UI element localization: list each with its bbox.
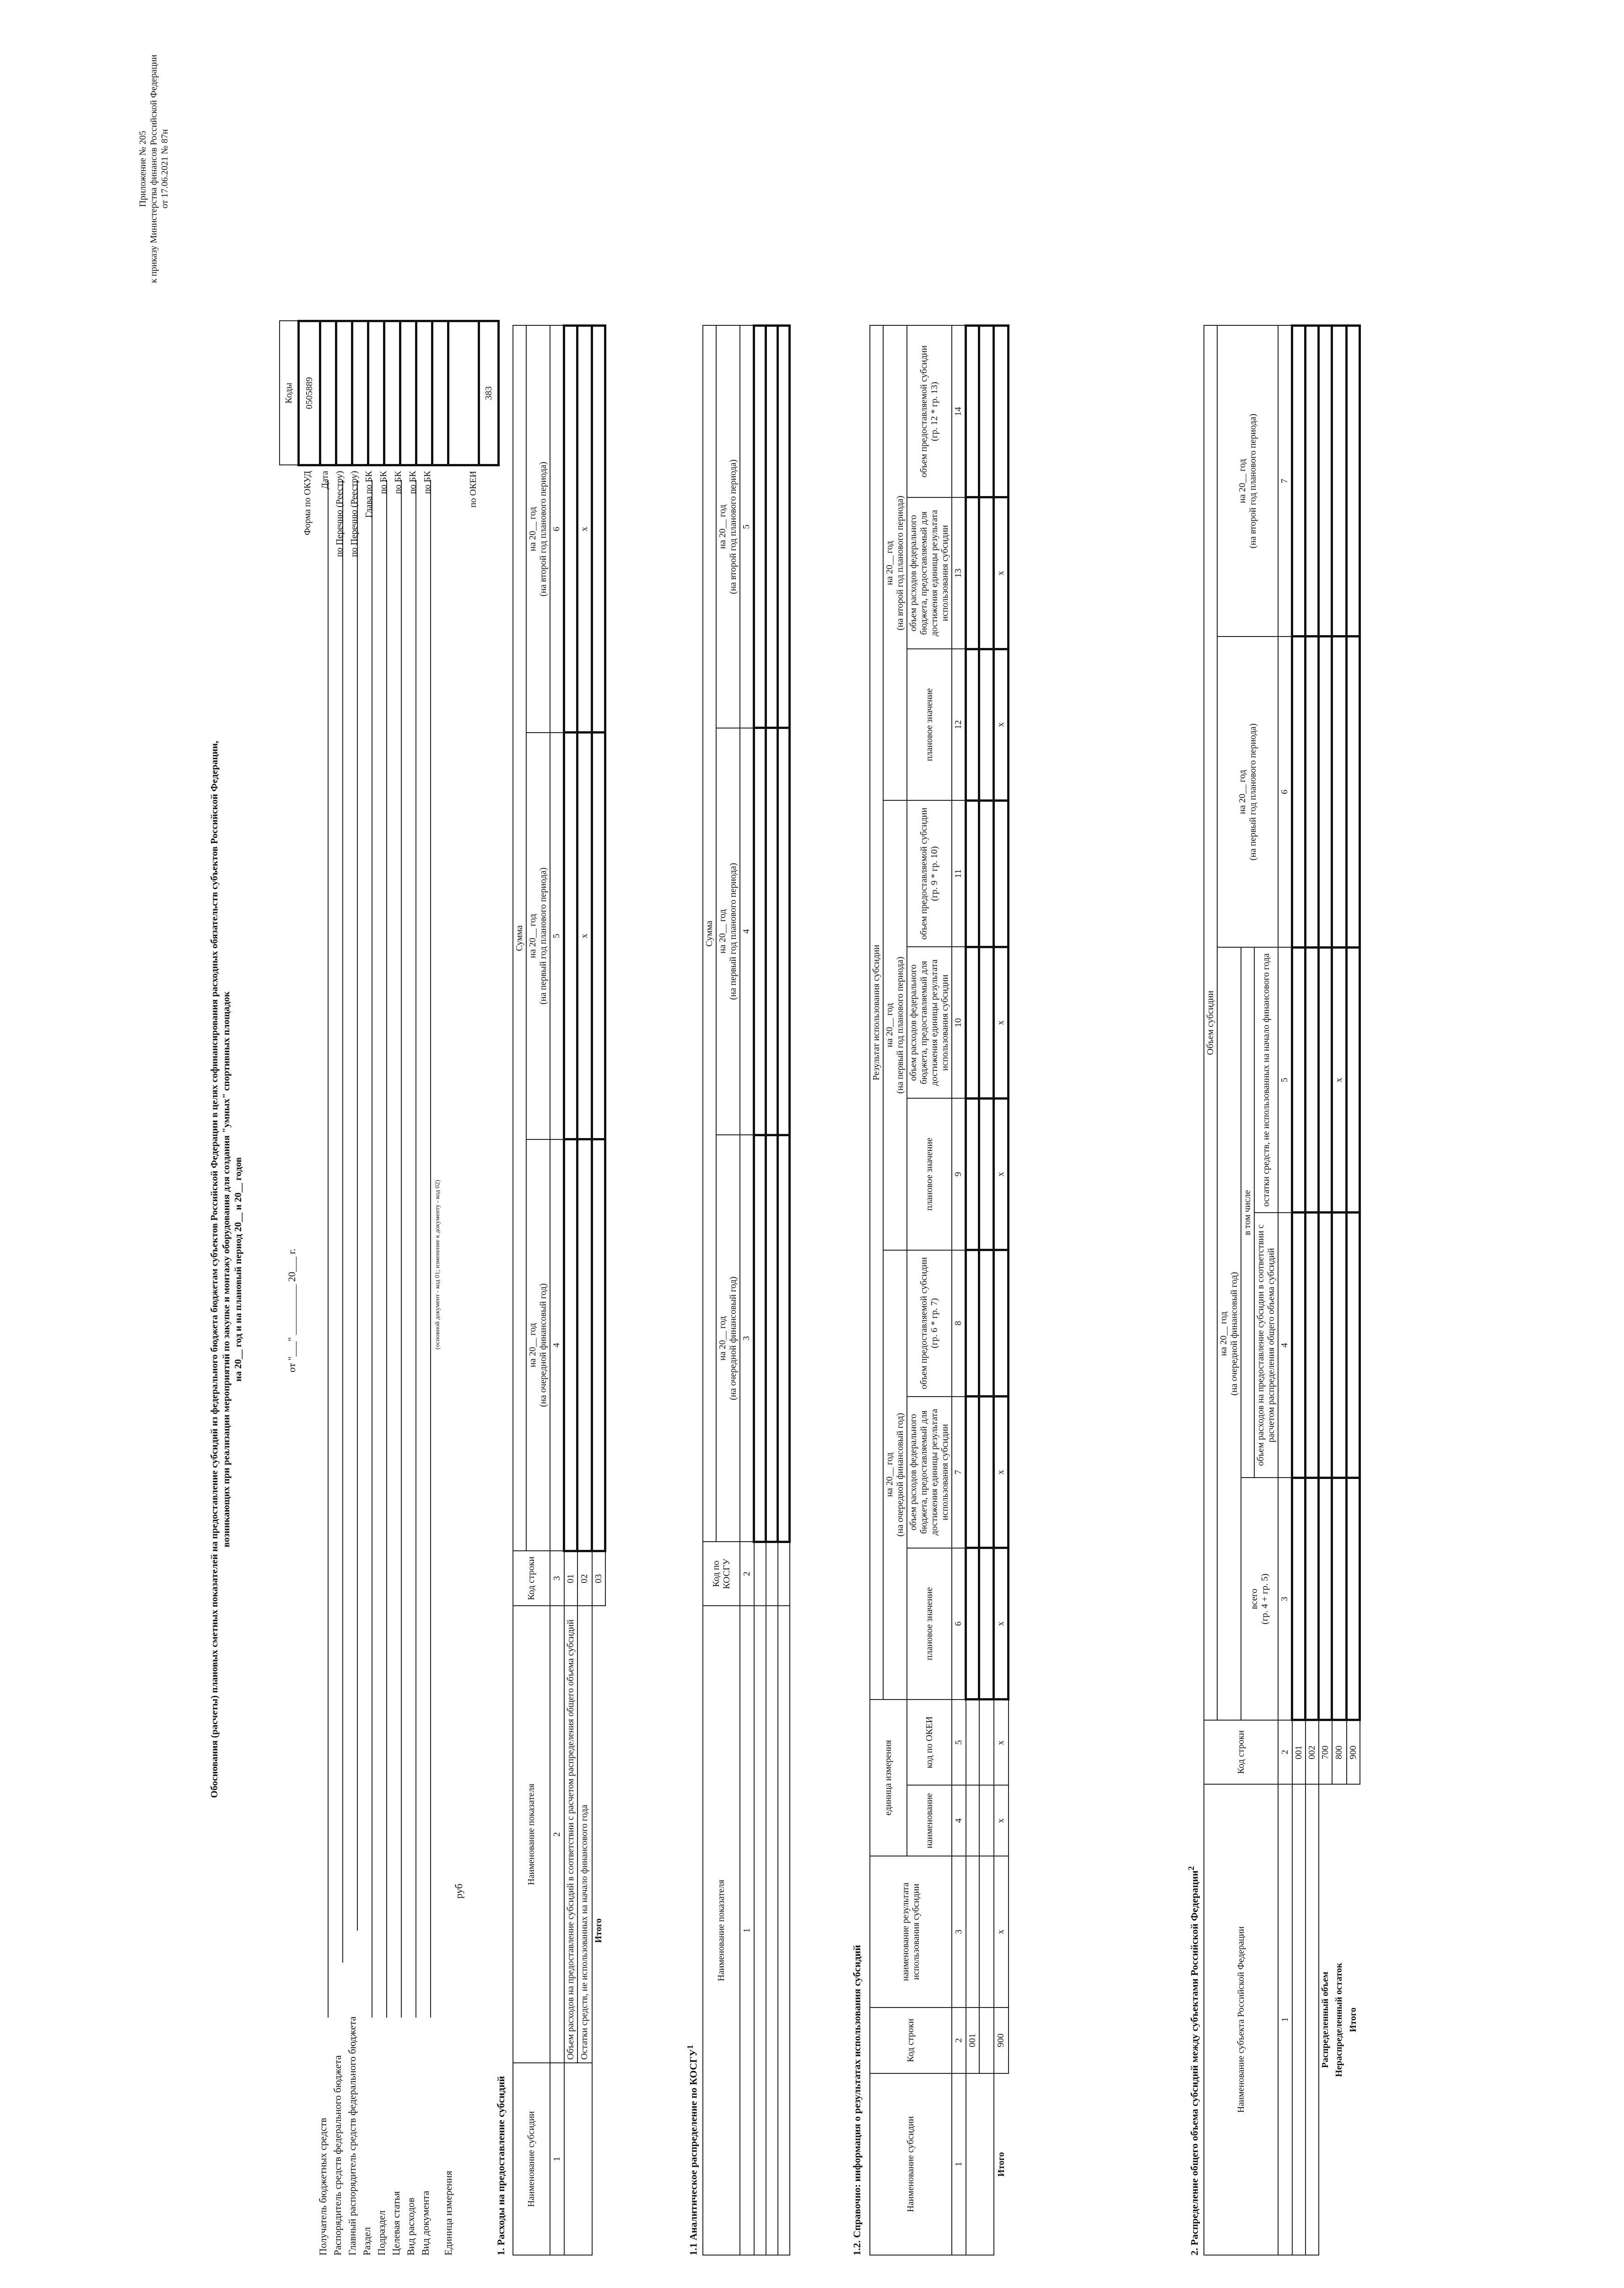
s2-row-distributed-c6 bbox=[1319, 637, 1332, 947]
s12-total-code: 900 bbox=[994, 2007, 1009, 2073]
s12-h-provided-3-formula: (гр. 12 * гр. 13) bbox=[929, 382, 939, 442]
section12-table bbox=[869, 324, 1009, 2256]
s12-h-year3-label: на 20__ год bbox=[885, 540, 895, 585]
s2-h-year3-label: на 20__ год bbox=[1237, 459, 1247, 503]
s12-h-year1-label: на 20__ год bbox=[885, 1452, 895, 1497]
section1-title: 1. Расходы на предоставление субсидий bbox=[495, 2076, 507, 2256]
section11-table bbox=[702, 324, 791, 2256]
section12-title: 1.2. Справочно: информация о результатах использования субсидий bbox=[851, 1945, 863, 2256]
s11-row-3-label bbox=[778, 1606, 790, 2255]
code-bk-2 bbox=[400, 321, 416, 465]
s2-row-2-c6 bbox=[1306, 637, 1319, 947]
s2-h-year1-sub: (на очередной финансовый год) bbox=[1229, 1272, 1239, 1396]
s12-h-year1 bbox=[883, 1250, 907, 1700]
codes-label-blank bbox=[435, 471, 464, 604]
s1-total-y1 bbox=[592, 1139, 605, 1551]
field-line-subsection bbox=[386, 480, 387, 2018]
s12-row-1-c13 bbox=[966, 497, 979, 649]
s12-total-c9: x bbox=[994, 1098, 1009, 1250]
s12-row-1-c3 bbox=[966, 1856, 979, 2007]
s12-row-1-code: 001 bbox=[966, 2007, 979, 2073]
s2-h-year2 bbox=[1217, 637, 1278, 947]
field-line-recipient bbox=[328, 480, 329, 2018]
s12-total-c7: x bbox=[994, 1397, 1009, 1548]
s11-h-year3 bbox=[716, 326, 740, 728]
codes-label-bk-4: по БК bbox=[422, 471, 432, 494]
s11-colnum-4: 4 bbox=[740, 728, 754, 1135]
code-blank bbox=[448, 321, 479, 465]
s2-row-1-c6 bbox=[1292, 637, 1306, 947]
s11-h-indicator: Наименование показателя bbox=[703, 1606, 740, 2255]
s11-row-1-y3 bbox=[754, 326, 766, 728]
s12-h-year2-label: на 20__ год bbox=[885, 1003, 895, 1047]
s12-h-per-unit-1: объем расходов федерального бюджета, предоставляемый для достижения единицы результата использования субсидии bbox=[907, 1397, 952, 1548]
s2-h-year3 bbox=[1217, 326, 1278, 637]
s2-h-year1-label: на 20__ год bbox=[1219, 1311, 1229, 1356]
codes-label-registry-2: по Перечню (Реестру) bbox=[349, 471, 359, 557]
s2-row-2-c4 bbox=[1306, 1213, 1319, 1478]
s2-colnum-5: 5 bbox=[1278, 947, 1292, 1213]
s2-total-c3 bbox=[1347, 1478, 1360, 1720]
s12-colnum-4: 4 bbox=[952, 1786, 966, 1856]
s12-h-provided-3 bbox=[907, 326, 952, 497]
s12-row-2-c4 bbox=[979, 1786, 994, 1856]
field-label-subsection: Подраздел bbox=[376, 2210, 387, 2256]
appendix-block bbox=[137, 32, 170, 306]
s11-row-3-code bbox=[778, 1542, 790, 1606]
field-label-distributor: Распорядитель средств федерального бюджета bbox=[332, 2055, 343, 2256]
s12-row-2-c9 bbox=[979, 1098, 994, 1250]
s1-row-balance-code: 02 bbox=[577, 1551, 592, 1606]
codes-label-bk-3: по БК bbox=[408, 471, 418, 494]
s2-h-c5: остатки средств, не использованных на начало финансового года bbox=[1254, 947, 1278, 1213]
s12-colnum-6: 6 bbox=[952, 1548, 966, 1700]
s12-colnum-11: 11 bbox=[952, 800, 966, 947]
s11-h-year1-sub: (на очередной финансовый год) bbox=[728, 1276, 738, 1400]
codes-label-okei: по ОКЕИ bbox=[468, 471, 478, 508]
s1-row-expense-y2 bbox=[564, 733, 577, 1139]
s1-row-balance-label: Остатки средств, не использованных на начало финансового года bbox=[577, 1606, 592, 2063]
s12-total-label: Итого bbox=[996, 2152, 1006, 2177]
field-label-recipient: Получатель бюджетных средств bbox=[317, 2118, 329, 2256]
code-okud: 0505889 bbox=[299, 321, 320, 465]
document-date: от "___" __________ 20___ г. bbox=[286, 1248, 297, 1372]
s12-row-2-c6 bbox=[979, 1548, 994, 1700]
s11-row-1-label bbox=[754, 1606, 766, 2255]
s12-row-1-c5 bbox=[966, 1700, 979, 1786]
s2-h-total bbox=[1241, 1478, 1278, 1720]
s12-h-per-unit-3: объем расходов федерального бюджета, предоставляемый для достижения единицы результата использования субсидии bbox=[907, 497, 952, 649]
s11-colnum-3: 3 bbox=[740, 1135, 754, 1542]
s11-h-year3-sub: (на второй год планового периода) bbox=[728, 459, 738, 594]
s2-row-undistributed-c4 bbox=[1332, 1213, 1347, 1478]
s1-h-year1 bbox=[526, 1139, 550, 1551]
s11-row-2-code bbox=[766, 1542, 778, 1606]
s12-colnum-3: 3 bbox=[952, 1856, 966, 2007]
s11-h-code: Код по КОСГУ bbox=[703, 1542, 740, 1606]
code-okei: 383 bbox=[479, 321, 499, 465]
s1-colnum-2: 2 bbox=[550, 1606, 564, 2063]
s12-colnum-13: 13 bbox=[952, 497, 966, 649]
s12-row-2-c11 bbox=[979, 800, 994, 947]
s12-row-1-c10 bbox=[966, 947, 979, 1098]
s12-h-provided-1-formula: (гр. 6 * гр. 7) bbox=[929, 1298, 939, 1349]
section11-title-text: 1.1 Аналитическое распределение по КОСГУ bbox=[687, 2049, 699, 2256]
s12-colnum-10: 10 bbox=[952, 947, 966, 1098]
code-bk-4 bbox=[432, 321, 448, 465]
s1-total-y2 bbox=[592, 733, 605, 1139]
codes-labels bbox=[297, 471, 482, 604]
s1-h-code: Код строки bbox=[513, 1551, 550, 1606]
s12-row-1-c6 bbox=[966, 1548, 979, 1700]
s12-h-per-unit-2: объем расходов федерального бюджета, предоставляемый для достижения единицы результата использования субсидии bbox=[907, 947, 952, 1098]
s12-h-year1-sub: (на очередной финансовый год) bbox=[895, 1413, 905, 1537]
s11-h-year1 bbox=[716, 1135, 740, 1542]
s12-colnum-7: 7 bbox=[952, 1397, 966, 1548]
header-fields bbox=[316, 1798, 456, 2256]
code-chapter-bk bbox=[368, 321, 384, 465]
s1-colnum-6: 6 bbox=[550, 326, 564, 733]
code-bk-1 bbox=[384, 321, 400, 465]
s1-total-code: 03 bbox=[592, 1551, 605, 1606]
field-label-document-type: Вид документа bbox=[420, 2191, 431, 2256]
s12-total-c5: x bbox=[994, 1700, 1009, 1786]
codes-label-bk-2: по БК bbox=[393, 471, 403, 494]
s1-h-year3-label: на 20__ год bbox=[528, 507, 538, 551]
s2-row-2-code: 002 bbox=[1306, 1720, 1319, 1784]
s12-h-provided-2-formula: (гр. 9 * гр. 10) bbox=[929, 846, 939, 901]
appendix-line-3: от 17.06.2021 № 87н bbox=[160, 129, 170, 209]
s11-colnum-1: 1 bbox=[740, 1606, 754, 2255]
field-line-chief-distributor bbox=[357, 480, 358, 1931]
codes-label-chapter-bk: Глава по БК bbox=[364, 471, 374, 518]
s1-h-year1-sub: (на очередной финансовый год) bbox=[538, 1283, 548, 1407]
appendix-line-1: Приложение № 205 bbox=[138, 130, 148, 207]
s12-h-okei: код по ОКЕИ bbox=[907, 1700, 952, 1786]
s12-row-1-c8 bbox=[966, 1250, 979, 1397]
s11-h-year2 bbox=[716, 728, 740, 1135]
s12-h-plan-2: плановое значение bbox=[907, 1098, 952, 1250]
s11-row-3-y3 bbox=[778, 326, 790, 728]
s12-h-year3-sub: (на второй год планового периода) bbox=[895, 496, 905, 631]
s2-row-1-subject bbox=[1292, 1784, 1306, 2255]
s11-row-2-label bbox=[766, 1606, 778, 2255]
s2-row-2-c7 bbox=[1306, 326, 1319, 637]
s2-colnum-2: 2 bbox=[1278, 1720, 1292, 1784]
s2-colnum-6: 6 bbox=[1278, 637, 1292, 947]
s12-h-plan-3: плановое значение bbox=[907, 649, 952, 800]
codes-label-okud: Форма по ОКУД bbox=[302, 471, 313, 535]
code-date bbox=[320, 321, 336, 465]
s12-h-unit-name: наименование bbox=[907, 1786, 952, 1856]
codes-header: Коды bbox=[280, 321, 299, 465]
s2-colnum-4: 4 bbox=[1278, 1213, 1292, 1478]
codes-label-bk-1: по БК bbox=[378, 471, 388, 494]
appendix-line-2: к приказу Министерства финансов Российской Федерации bbox=[149, 54, 159, 283]
codes-label-registry-1: по Перечню (Реестру) bbox=[335, 471, 345, 557]
s12-row-2-c8 bbox=[979, 1250, 994, 1397]
s12-row-1-name bbox=[966, 2073, 994, 2255]
s12-total-c10: x bbox=[994, 947, 1009, 1098]
s12-row-1-c14 bbox=[966, 326, 979, 497]
s12-h-provided-3-label: объем предоставляемой субсидии bbox=[919, 345, 929, 478]
s2-row-distributed-c7 bbox=[1319, 326, 1332, 637]
s1-h-indicator: Наименование показателя bbox=[513, 1606, 550, 2063]
codes-table bbox=[279, 320, 500, 466]
s2-total-c6 bbox=[1347, 637, 1360, 947]
s12-row-1-c9 bbox=[966, 1098, 979, 1250]
s2-row-2-c5 bbox=[1306, 947, 1319, 1213]
s1-row-balance-y2: x bbox=[577, 733, 592, 1139]
s2-row-distributed-c5 bbox=[1319, 947, 1332, 1213]
s2-row-1-c5 bbox=[1292, 947, 1306, 1213]
section2-table bbox=[1203, 324, 1361, 2256]
s1-colnum-5: 5 bbox=[550, 733, 564, 1139]
s11-h-year1-label: на 20__ год bbox=[718, 1316, 728, 1361]
s11-row-2-y2 bbox=[766, 728, 778, 1135]
s1-colnum-3: 3 bbox=[550, 1551, 564, 1606]
s12-h-year2-sub: (на первый год планового периода) bbox=[895, 956, 905, 1094]
s2-row-undistributed-c5: x bbox=[1332, 947, 1347, 1213]
field-line-document-type bbox=[430, 480, 431, 2018]
s1-h-year2-sub: (на первый год планового периода) bbox=[538, 867, 548, 1005]
s12-h-year3 bbox=[883, 326, 907, 801]
s1-row-balance-y1 bbox=[577, 1139, 592, 1551]
s1-row-expense-y1 bbox=[564, 1139, 577, 1551]
s12-total-c11 bbox=[994, 800, 1009, 947]
s2-h-code: Код строки bbox=[1204, 1720, 1278, 1784]
title-line-3: на 20__ год и на плановый период 20__ и 20__ годов bbox=[232, 1157, 243, 1382]
s12-colnum-14: 14 bbox=[952, 326, 966, 497]
s2-row-2-subject bbox=[1306, 1784, 1319, 2255]
s12-total-c13: x bbox=[994, 497, 1009, 649]
s12-h-result: Результат использования субсидии bbox=[870, 326, 883, 1700]
s1-row-balance-y3: x bbox=[577, 326, 592, 733]
s11-row-2-y1 bbox=[766, 1135, 778, 1542]
s2-row-undistributed-code: 800 bbox=[1332, 1720, 1347, 1784]
s2-row-1-c4 bbox=[1292, 1213, 1306, 1478]
s2-colnum-3: 3 bbox=[1278, 1478, 1292, 1720]
s11-row-1-y2 bbox=[754, 728, 766, 1135]
s12-row-1-c12 bbox=[966, 649, 979, 800]
s2-row-1-c7 bbox=[1292, 326, 1306, 637]
s11-colnum-5: 5 bbox=[740, 326, 754, 728]
s2-row-distributed-c3 bbox=[1319, 1478, 1332, 1720]
s12-total-c8 bbox=[994, 1250, 1009, 1397]
s12-h-code: Код строки bbox=[870, 2007, 952, 2073]
s2-h-year1 bbox=[1217, 947, 1241, 1720]
s12-row-2-c10 bbox=[979, 947, 994, 1098]
section1-table bbox=[513, 324, 606, 2256]
s11-row-2-y3 bbox=[766, 326, 778, 728]
section2-title-text: 2. Распределение общего объема субсидий между субъектами Российской Федерации bbox=[1188, 1870, 1200, 2256]
s2-total-c7 bbox=[1347, 326, 1360, 637]
s11-row-3-y2 bbox=[778, 728, 790, 1135]
s2-row-undistributed-c3 bbox=[1332, 1478, 1347, 1720]
s1-h-year1-label: на 20__ год bbox=[528, 1323, 538, 1368]
s1-row-expense-code: 01 bbox=[564, 1551, 577, 1606]
s2-total-c4 bbox=[1347, 1213, 1360, 1478]
s12-total-c6: x bbox=[994, 1548, 1009, 1700]
s12-h-year2 bbox=[883, 800, 907, 1250]
s12-h-provided-1 bbox=[907, 1250, 952, 1397]
s2-h-including: в том числе bbox=[1241, 947, 1254, 1478]
document-type-note: (основной документ - код 01; изменение к документу - код 02) bbox=[434, 1180, 441, 1349]
s12-colnum-12: 12 bbox=[952, 649, 966, 800]
s2-total-c5 bbox=[1347, 947, 1360, 1213]
s12-h-provided-1-label: объем предоставляемой субсидии bbox=[919, 1257, 929, 1389]
s2-h-year2-label: на 20__ год bbox=[1237, 770, 1247, 815]
s11-h-year2-sub: (на первый год планового периода) bbox=[728, 863, 738, 1000]
field-label-unit: Единица измерения bbox=[442, 2170, 454, 2256]
s12-h-provided-2-label: объем предоставляемой субсидии bbox=[919, 807, 929, 940]
section11-footnote-mark: 1 bbox=[685, 2045, 695, 2049]
s2-row-undistributed-c7 bbox=[1332, 326, 1347, 637]
s12-row-2-c13 bbox=[979, 497, 994, 649]
s1-colnum-4: 4 bbox=[550, 1139, 564, 1551]
s12-row-2-code bbox=[979, 2007, 994, 2073]
s12-colnum-9: 9 bbox=[952, 1098, 966, 1250]
s2-h-total-formula: (гр. 4 + гр. 5) bbox=[1259, 1573, 1270, 1624]
s2-total-code: 900 bbox=[1347, 1720, 1360, 1784]
s12-colnum-1: 1 bbox=[952, 2073, 966, 2255]
field-label-target-article: Целевая статья bbox=[390, 2191, 402, 2256]
codes-label-date: Дата bbox=[320, 471, 330, 489]
s12-h-unit: единица измерения bbox=[870, 1700, 907, 1856]
s12-total-c14 bbox=[994, 326, 1009, 497]
s2-row-distributed-code: 700 bbox=[1319, 1720, 1332, 1784]
s11-row-1-y1 bbox=[754, 1135, 766, 1542]
s12-row-1-c4 bbox=[966, 1786, 979, 1856]
s12-row-2-c5 bbox=[979, 1700, 994, 1786]
s12-h-provided-2 bbox=[907, 800, 952, 947]
field-line-expense-type bbox=[415, 480, 416, 2018]
s12-total-c4: x bbox=[994, 1786, 1009, 1856]
code-bk-3 bbox=[416, 321, 432, 465]
title-line-1: Обоснования (расчеты) плановых сметных показателей на предоставление субсидий из федерального бюджета бюджетам субъектов Российской Федерации в целях софинансирования расходных обязательств субъектов Российской Федерации, bbox=[209, 740, 220, 1798]
s1-row-expense-label: Объем расходов на предоставление субсидий в соответствии с расчетом распределения общего объема субсидий bbox=[564, 1606, 577, 2063]
field-label-section: Раздел bbox=[361, 2227, 372, 2256]
s12-row-2-c7 bbox=[979, 1397, 994, 1548]
s12-h-plan-1: плановое значение bbox=[907, 1548, 952, 1700]
s2-h-volume: Объем субсидии bbox=[1204, 326, 1217, 1720]
s11-row-1-code bbox=[754, 1542, 766, 1606]
section11-title bbox=[684, 2045, 699, 2256]
s11-h-sum: Сумма bbox=[703, 326, 716, 1542]
field-label-expense-type: Вид расходов bbox=[405, 2197, 416, 2256]
s1-total-y3 bbox=[592, 326, 605, 733]
s12-total-c12: x bbox=[994, 649, 1009, 800]
s12-row-1-c11 bbox=[966, 800, 979, 947]
s11-row-3-y1 bbox=[778, 1135, 790, 1542]
code-registry-2 bbox=[352, 321, 368, 465]
s1-colnum-1: 1 bbox=[550, 2063, 564, 2255]
title-line-2: возникающих при реализации мероприятий по закупке и монтажу оборудования для создания "умных" спортивных площадок bbox=[221, 991, 232, 1548]
s12-total-c3: x bbox=[994, 1856, 1009, 2007]
s11-colnum-2: 2 bbox=[740, 1542, 754, 1606]
s2-colnum-1: 1 bbox=[1278, 1784, 1292, 2255]
unit-value: руб bbox=[453, 1883, 464, 1899]
s12-h-result-name: наименование результата использования субсидии bbox=[870, 1856, 952, 2007]
s2-h-year2-sub: (на первый год планового периода) bbox=[1247, 723, 1258, 861]
s2-h-c4: объем расходов на предоставление субсидии в соответствии с расчетом распределения общего объема субсидий bbox=[1254, 1213, 1278, 1478]
s1-h-name: Наименование субсидии bbox=[513, 2063, 550, 2255]
s11-h-year3-label: на 20__ год bbox=[718, 504, 728, 549]
s12-h-name: Наименование субсидии bbox=[870, 2073, 952, 2255]
s1-h-year3 bbox=[526, 326, 550, 733]
section2-title bbox=[1185, 1866, 1200, 2256]
s2-h-total-label: всего bbox=[1249, 1588, 1259, 1609]
s2-h-year3-sub: (на второй год планового периода) bbox=[1247, 414, 1258, 549]
s12-colnum-8: 8 bbox=[952, 1250, 966, 1397]
section2-footnote-mark: 2 bbox=[1187, 1866, 1196, 1871]
s2-total-label: Итого bbox=[1348, 2007, 1358, 2032]
field-label-chief-distributor: Главный распорядитель средств федерального бюджета bbox=[346, 2016, 358, 2256]
code-registry-1 bbox=[336, 321, 352, 465]
s1-h-year2-label: на 20__ год bbox=[528, 913, 538, 958]
s2-row-undistributed-label: Нераспределенный остаток bbox=[1334, 1963, 1344, 2077]
field-line-target-article bbox=[401, 480, 402, 2018]
s12-row-2-c12 bbox=[979, 649, 994, 800]
s2-colnum-7: 7 bbox=[1278, 326, 1292, 637]
s1-h-year2 bbox=[526, 733, 550, 1139]
field-line-distributor bbox=[342, 480, 343, 1963]
s2-row-undistributed-c6 bbox=[1332, 637, 1347, 947]
s1-h-sum: Сумма bbox=[513, 326, 526, 1551]
s12-row-2-c14 bbox=[979, 326, 994, 497]
s12-row-1-c7 bbox=[966, 1397, 979, 1548]
form-title bbox=[208, 297, 244, 2242]
s11-h-year2-label: на 20__ год bbox=[718, 909, 728, 954]
s1-row-expense-y3 bbox=[564, 326, 577, 733]
s2-row-2-c3 bbox=[1306, 1478, 1319, 1720]
s1-h-year3-sub: (на второй год планового периода) bbox=[538, 461, 548, 597]
s2-row-1-c3 bbox=[1292, 1478, 1306, 1720]
s1-total-label: Итого bbox=[593, 1918, 604, 1943]
s12-colnum-2: 2 bbox=[952, 2007, 966, 2073]
s2-row-1-code: 001 bbox=[1292, 1720, 1306, 1784]
s12-row-2-c3 bbox=[979, 1856, 994, 2007]
s1-subsidy-name-cell bbox=[564, 2063, 592, 2255]
s2-row-distributed-label: Распределенный объем bbox=[1320, 1971, 1330, 2068]
s2-h-subject: Наименование субъекта Российской Федерации bbox=[1204, 1784, 1278, 2255]
s2-row-distributed-c4 bbox=[1319, 1213, 1332, 1478]
s12-colnum-5: 5 bbox=[952, 1700, 966, 1786]
